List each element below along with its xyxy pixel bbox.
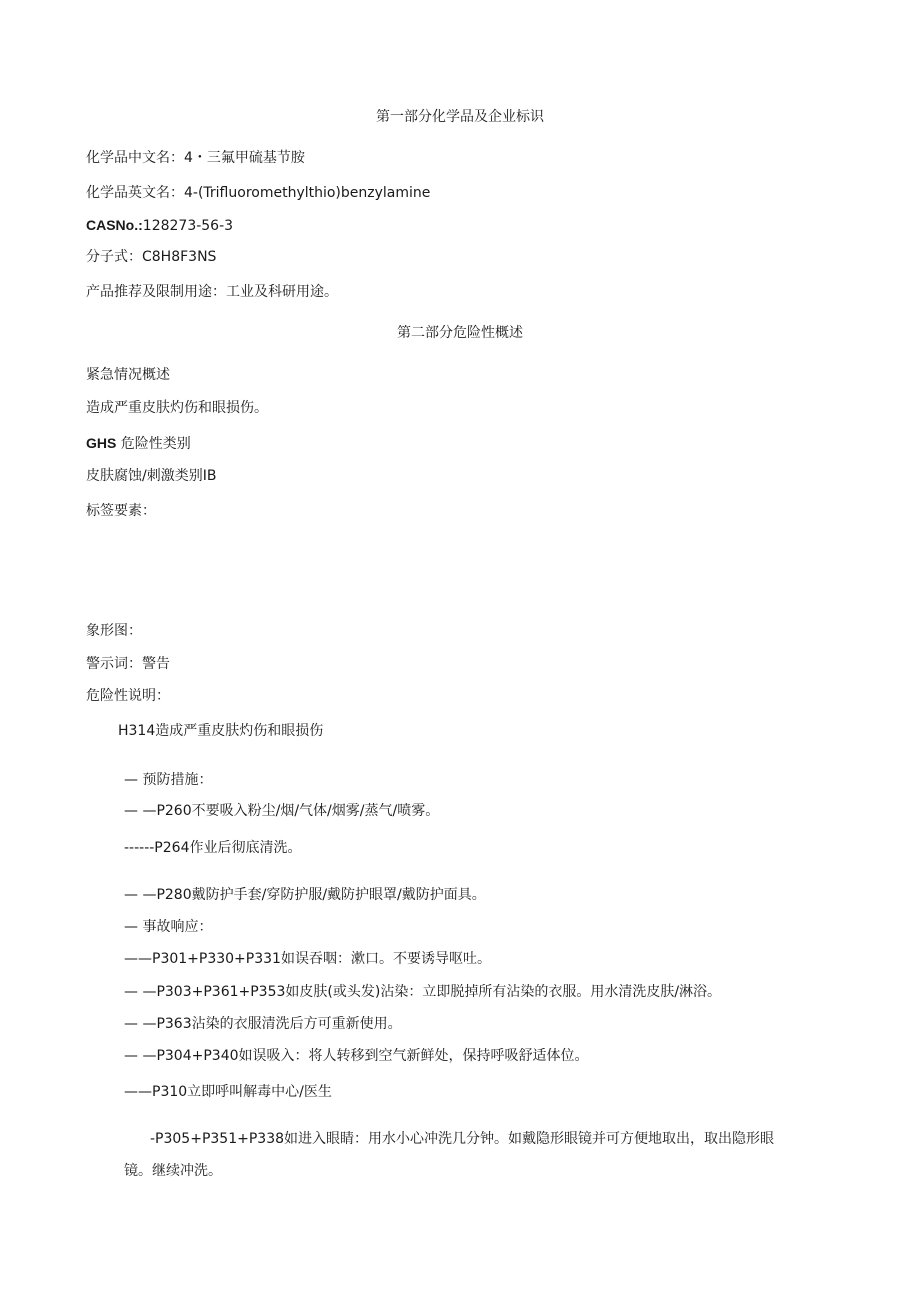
ghs-category: 皮肤腐蚀/刺激类别IB xyxy=(86,468,217,484)
statement-p304: — —P304+P340如误吸入：将人转移到空气新鲜处，保持呼吸舒适体位。 xyxy=(124,1048,589,1064)
part2-title: 第二部分危险性概述 xyxy=(397,325,523,341)
label-elements: 标签要素： xyxy=(86,503,156,519)
statement-p310: ——P310立即呼叫解毒中心/医生 xyxy=(124,1084,332,1100)
emergency-heading: 紧急情况概述 xyxy=(86,367,170,383)
ghs-heading xyxy=(86,434,191,453)
ghs-rest: 危险性类别 xyxy=(120,436,191,452)
ghs-label: GHS xyxy=(86,435,117,451)
chemical-cn-name: 化学品中文名：4・三氟甲硫基节胺 xyxy=(86,150,305,166)
statement-p301: ——P301+P330+P331如误吞咽：漱口。不要诱导呕吐。 xyxy=(124,951,491,967)
statement-p280: — —P280戴防护手套/穿防护服/戴防护眼罩/戴防护面具。 xyxy=(124,887,486,903)
emergency-text: 造成严重皮肤灼伤和眼损伤。 xyxy=(86,400,268,416)
statement-p305-line2: 镜。继续冲洗。 xyxy=(124,1163,222,1179)
molecular-formula: 分子式：C8H8F3NS xyxy=(86,249,217,265)
statement-p260: — —P260不要吸入粉尘/烟/气体/烟雾/蒸气/喷雾。 xyxy=(124,803,440,819)
cas-value: 128273-56-3 xyxy=(142,218,234,234)
statement-p363: — —P363沾染的衣服清洗后方可重新使用。 xyxy=(124,1016,402,1032)
cas-number xyxy=(86,216,233,235)
statement-p305-line1: -P305+P351+P338如进入眼睛：用水小心冲洗几分钟。如戴隐形眼镜并可方便地取出，取出隐形眼 xyxy=(150,1131,775,1147)
cas-label: CASNo.: xyxy=(86,217,143,233)
statement-p303: — —P303+P361+P353如皮肤(或头发)沾染：立即脱掉所有沾染的衣服。用水清洗皮肤/淋浴。 xyxy=(124,984,722,1000)
signal-word: 警示词：警告 xyxy=(86,656,170,672)
recommended-use: 产品推荐及限制用途：工业及科研用途。 xyxy=(86,284,338,300)
hazard-heading: 危险性说明： xyxy=(86,688,170,704)
hazard-h314: H314造成严重皮肤灼伤和眼损伤 xyxy=(118,723,324,739)
statement-p264: ------P264作业后彻底清洗。 xyxy=(124,840,302,856)
pictogram-label: 象形图： xyxy=(86,623,142,639)
prevention-heading: — 预防措施： xyxy=(124,772,213,788)
part1-title: 第一部分化学品及企业标识 xyxy=(376,109,544,125)
chemical-en-name: 化学品英文名：4-(Trifluoromethylthio)benzylamine xyxy=(86,185,431,201)
response-heading: — 事故响应： xyxy=(124,919,213,935)
